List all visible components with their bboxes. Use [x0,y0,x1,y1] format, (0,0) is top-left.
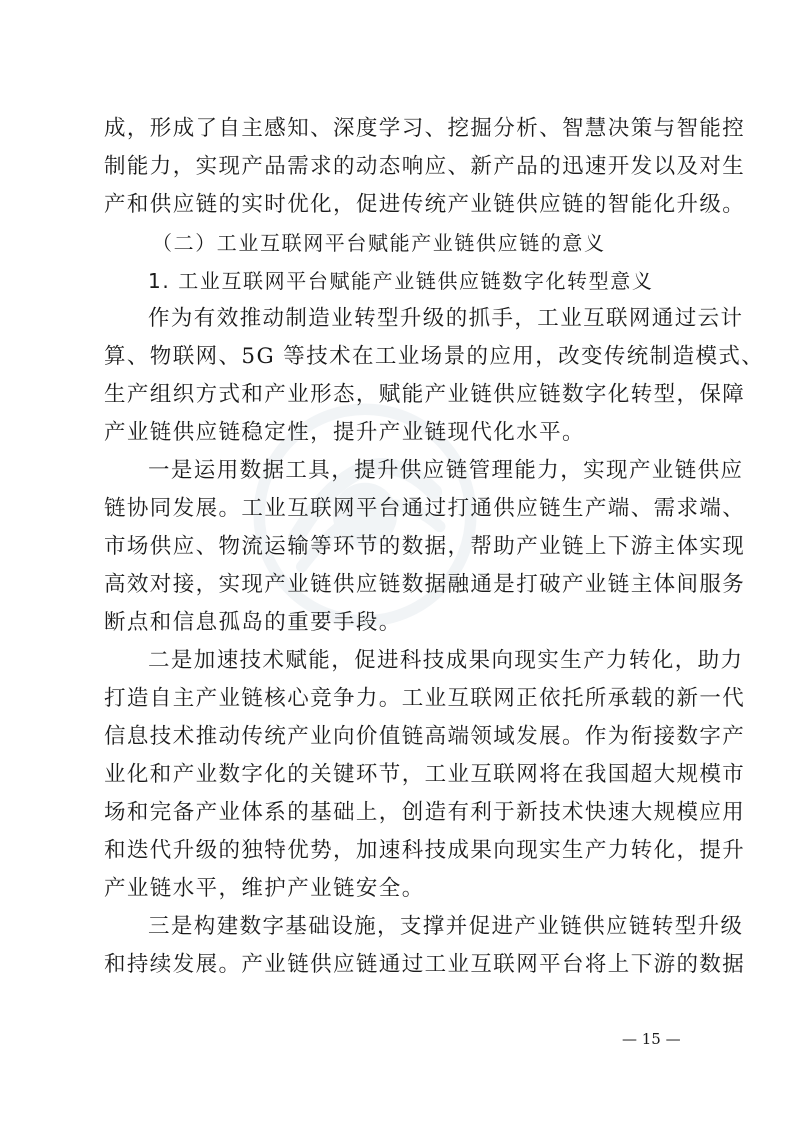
paragraph-line: 打造自主产业链核心竞争力。工业互联网正依托所承载的新一代 [104,686,746,711]
paragraph-line: 和持续发展。产业链供应链通过工业互联网平台将上下游的数据 [104,952,746,977]
paragraph-line: 一是运用数据工具，提升供应链管理能力，实现产业链供应 [148,458,744,483]
paragraph-line: 算、物联网、5G 等技术在工业场景的应用，改变传统制造模式、 [104,344,765,369]
paragraph-line: 链协同发展。工业互联网平台通过打通供应链生产端、需求端、 [104,496,746,521]
paragraph-line: 三是构建数字基础设施，支撑并促进产业链供应链转型升级 [148,914,744,939]
document-body [104,110,765,984]
paragraph-line: 作为有效推动制造业转型升级的抓手，工业互联网通过云计 [148,306,744,331]
paragraph-line: 和迭代升级的独特优势，加速科技成果向现实生产力转化，提升 [104,838,746,863]
paragraph-line: 场和完备产业体系的基础上，创造有利于新技术快速大规模应用 [104,800,746,825]
paragraph-line: 二是加速技术赋能，促进科技成果向现实生产力转化，助力 [148,648,744,673]
paragraph-line: 制能力，实现产品需求的动态响应、新产品的迅速开发以及对生 [104,154,746,179]
paragraph-line: 信息技术推动传统产业向价值链高端领域发展。作为衔接数字产 [104,724,746,749]
subsection-heading: 1. 工业互联网平台赋能产业链供应链数字化转型意义 [148,269,654,293]
paragraph-line: 断点和信息孤岛的重要手段。 [104,610,402,635]
paragraph-line: 产和供应链的实时优化，促进传统产业链供应链的智能化升级。 [104,192,746,217]
paragraph-line: 生产组织方式和产业形态，赋能产业链供应链数字化转型，保障 [104,382,746,407]
section-heading: （二）工业互联网平台赋能产业链供应链的意义 [152,231,606,255]
paragraph-line: 市场供应、物流运输等环节的数据，帮助产业链上下游主体实现 [104,534,746,559]
paragraph-line: 产业链供应链稳定性，提升产业链现代化水平。 [104,420,585,445]
paragraph-line: 高效对接，实现产业链供应链数据融通是打破产业链主体间服务 [104,572,746,597]
paragraph-line: 业化和产业数字化的关键环节，工业互联网将在我国超大规模市 [104,762,746,787]
paragraph-line: 成，形成了自主感知、深度学习、挖掘分析、智慧决策与智能控 [104,116,746,141]
page-number: — 15 — [622,1030,681,1048]
paragraph-line: 产业链水平，维护产业链安全。 [104,876,425,901]
